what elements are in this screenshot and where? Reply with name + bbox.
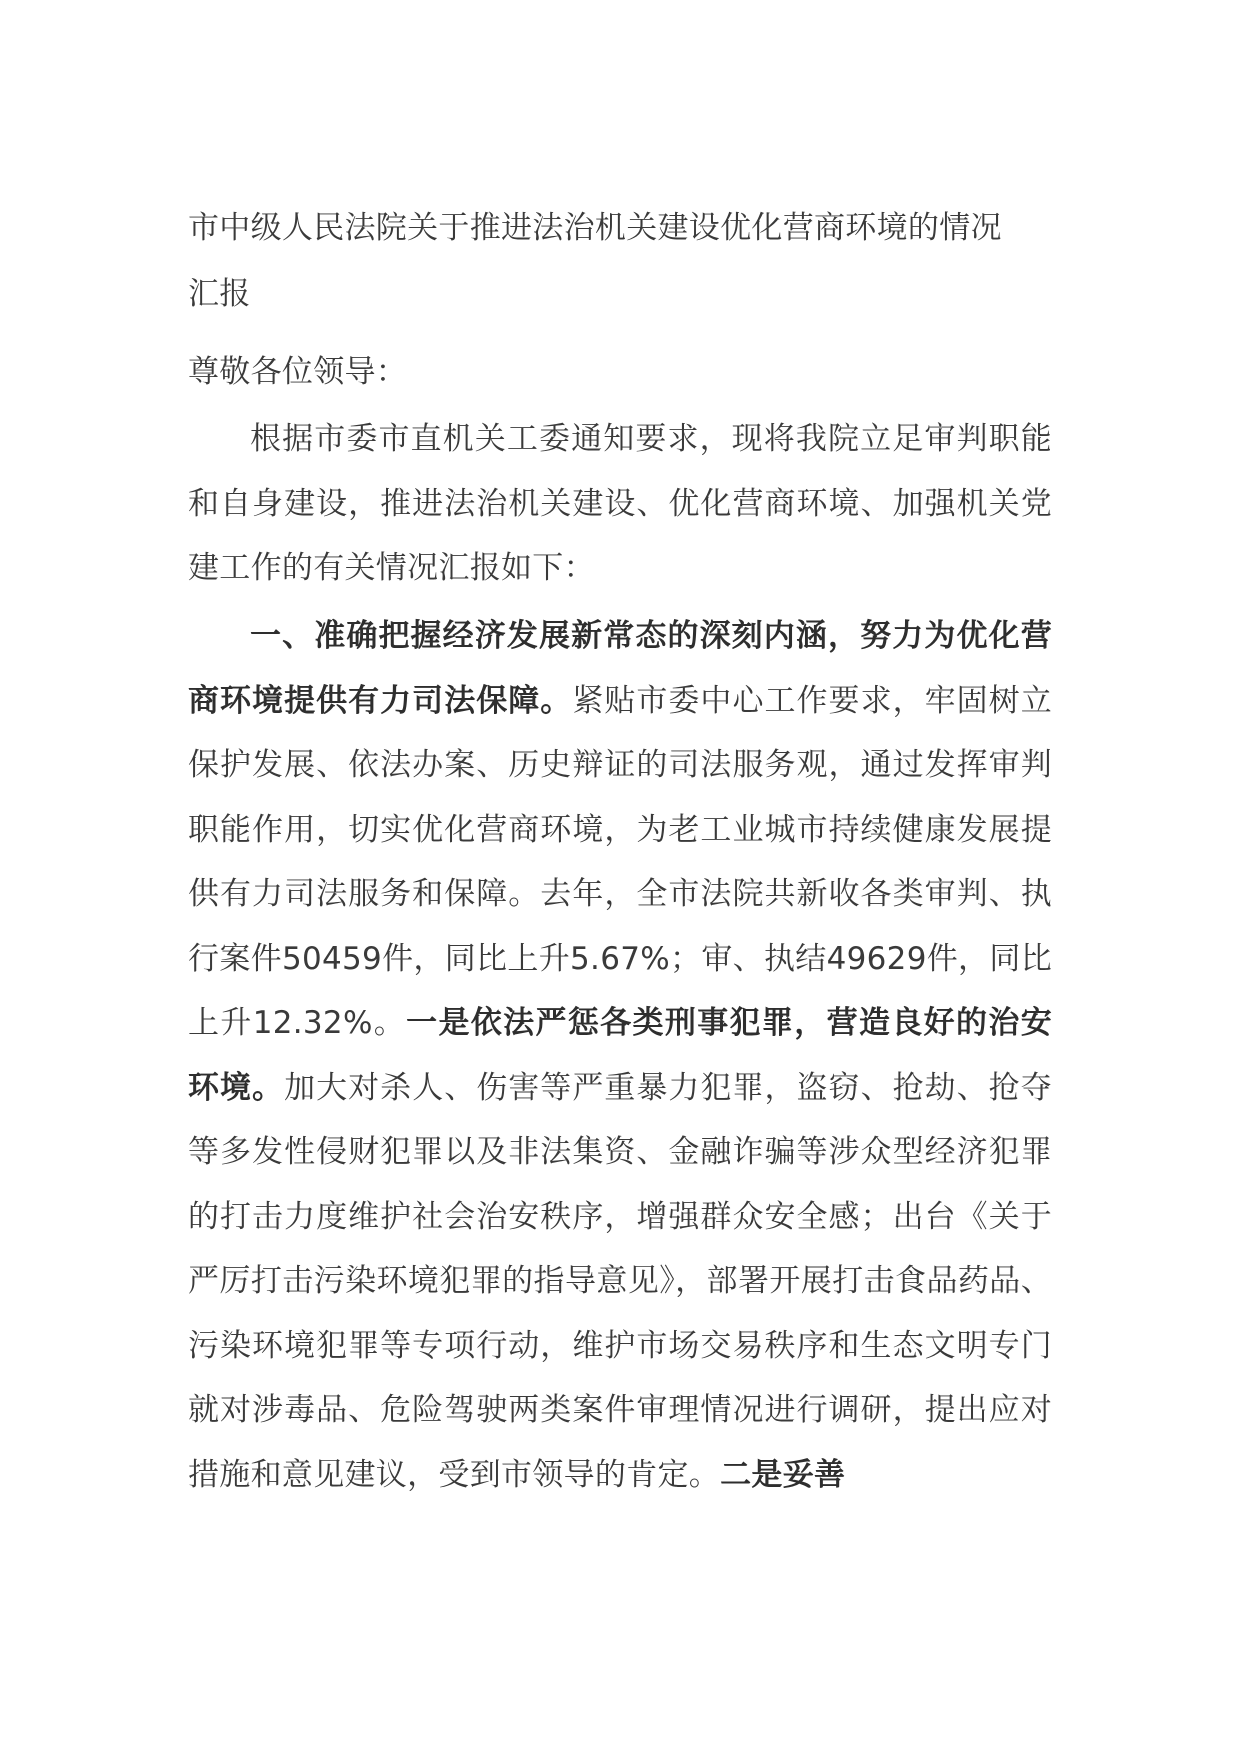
document-title: 市中级人民法院关于推进法治机关建设优化营商环境的情况汇报 [188,210,1002,312]
point-one-text: 加大对杀人、伤害等严重暴力犯罪，盗窃、抢劫、抢夺等多发性侵财犯罪以及非法集资、金融诈骗等涉众型经济犯罪的打击力度维护社会治安秩序，增强群众安全感；出台《关于严厉打击污染环境犯罪的指导意见》，部署开展打击食品药品、污染环境犯罪等专项行动，维护市场交易秩序和生态文明专门就对涉毒品、危险驾驶两类案件审理情况进行调研，提出应对措施和意见建议，受到市领导的肯定。 [188,1069,1053,1493]
point-one-heading: 一是依法严惩各类刑事犯罪，营造良好的治安环境。 [188,1005,1052,1106]
paragraph-intro: 根据市委市直机关工委通知要求，现将我院立足审判职能和自身建设，推进法治机关建设、优化营商环境、加强机关党建工作的有关情况汇报如下： [188,421,1052,586]
section-one-text: 紧贴市委中心工作要求，牢固树立保护发展、依法办案、历史辩证的司法服务观，通过发挥审判职能作用，切实优化营商环境，为老工业城市持续健康发展提供有力司法服务和保障。去年，全市法院共新收各类审判、执行案件50459件，同比上升5.67%；审、执结49629件，同比上升12.32%。 [188,682,1052,1041]
greeting: 尊敬各位领导： [188,354,408,390]
section-one-heading: 一、准确把握经济发展新常态的深刻内涵，努力为优化营商环境提供有力司法保障。 [188,618,1052,719]
point-two-heading: 二是妥善 [720,1456,846,1493]
paragraph-section-one [188,604,1052,1507]
